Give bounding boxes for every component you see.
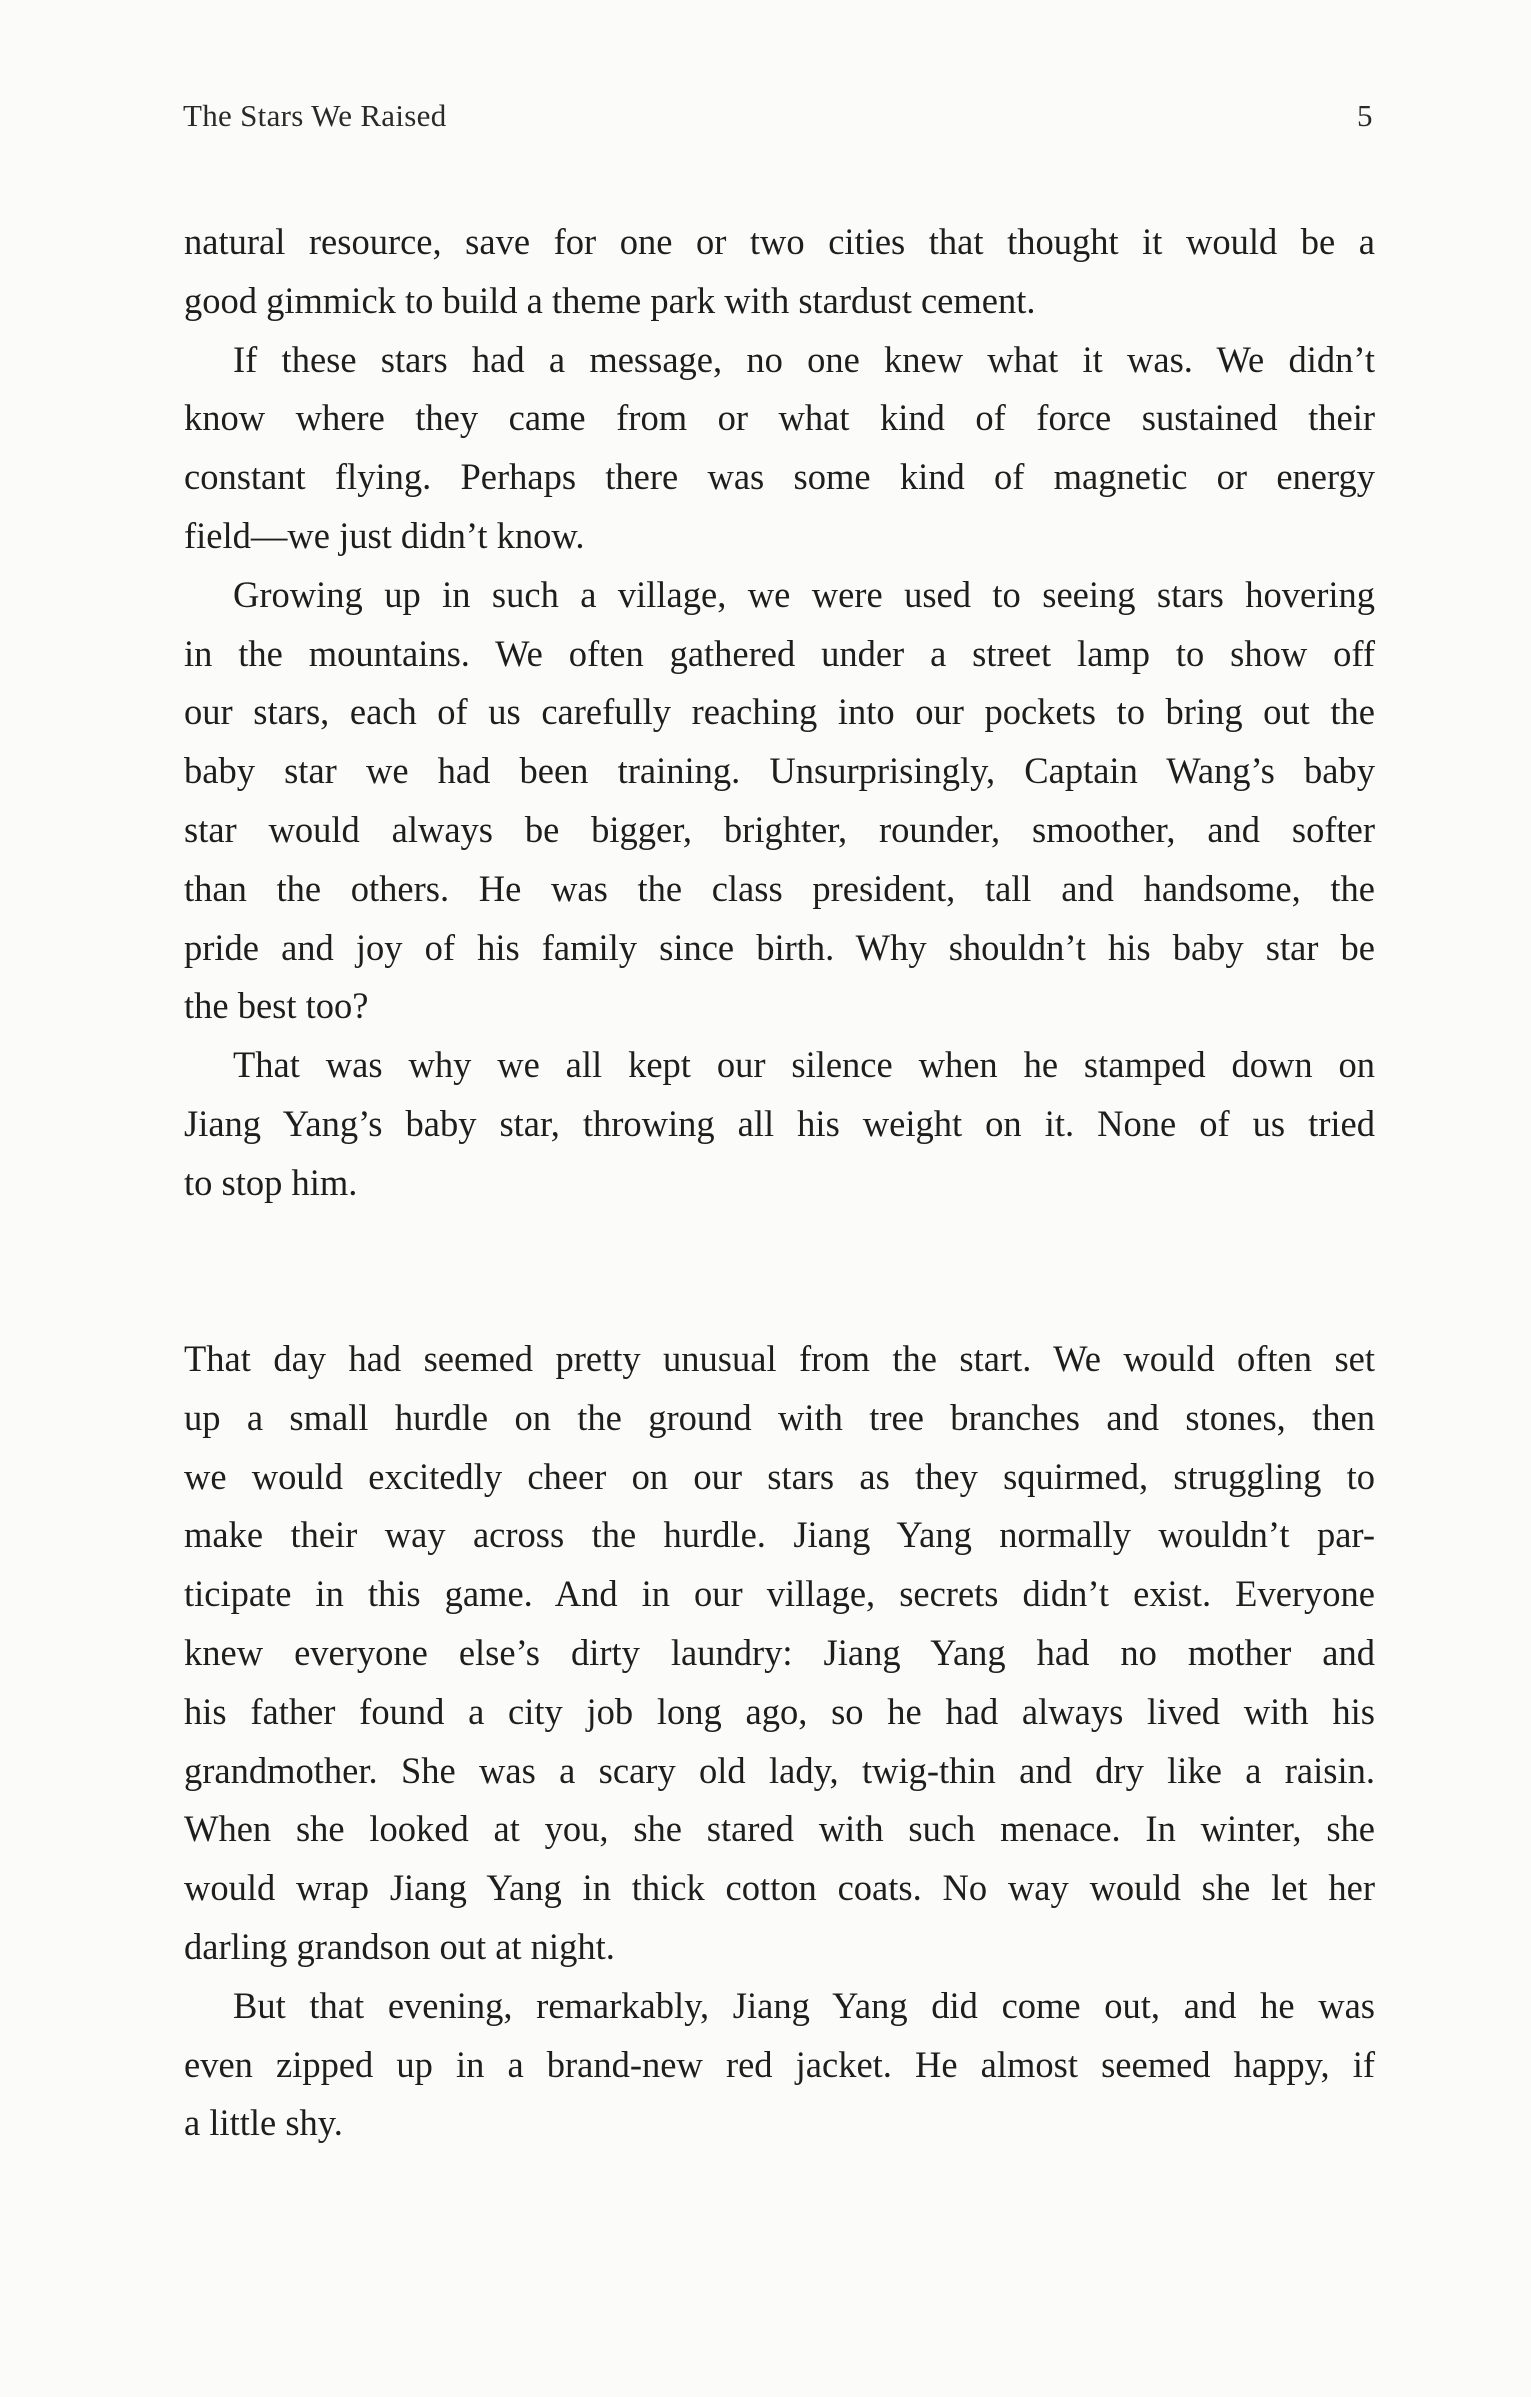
text-line: good gimmick to build a theme park with stardust cement. [184,279,1036,321]
text-line: constant flying. Perhaps there was some kind of magnetic or energy [184,456,1375,498]
text-line: ticipate in this game. And in our village, secrets didn’t exist. Everyone [184,1573,1375,1615]
paragraph [184,213,1375,331]
text-line: That was why we all kept our silence when he stamped down on [233,1044,1375,1086]
text-line: in the mountains. We often gathered under a street lamp to show off [184,632,1375,674]
text-line: field—we just didn’t know. [184,514,585,556]
paragraph [184,1330,1375,1977]
text-line: grandmother. She was a scary old lady, twig-thin and dry like a raisin. [184,1749,1375,1791]
text-line: a little shy. [184,2102,343,2144]
paragraph [184,1977,1375,2153]
text-line: star would always be bigger, brighter, rounder, smoother, and softer [184,808,1375,850]
text-section-2 [184,1330,1375,2153]
text-line: our stars, each of us carefully reaching into our pockets to bring out the [184,691,1375,733]
paragraph [184,1036,1375,1212]
text-line: than the others. He was the class president, tall and handsome, the [184,867,1375,909]
text-line: make their way across the hurdle. Jiang Yang normally wouldn’t par- [184,1514,1375,1556]
running-header-title: The Stars We Raised [183,98,447,133]
text-line: his father found a city job long ago, so he had always lived with his [184,1690,1375,1732]
text-line: the best too? [184,985,369,1027]
text-line: That day had seemed pretty unusual from the start. We would often set [184,1338,1375,1379]
paragraph [184,331,1375,566]
text-line: But that evening, remarkably, Jiang Yang did come out, and he was [233,1984,1375,2026]
text-line: Growing up in such a village, we were used to seeing stars hovering [233,573,1375,615]
text-line: When she looked at you, she stared with such menace. In winter, she [184,1808,1375,1850]
text-line: If these stars had a message, no one knew what it was. We didn’t [233,338,1375,380]
text-line: Jiang Yang’s baby star, throwing all his weight on it. None of us tried [184,1102,1375,1144]
text-line: even zipped up in a brand-new red jacket. He almost seemed happy, if [184,2043,1375,2085]
text-line: darling grandson out at night. [184,1925,615,1967]
text-line: we would excitedly cheer on our stars as they squirmed, struggling to [184,1455,1375,1497]
text-line: baby star we had been training. Unsurprisingly, Captain Wang’s baby [184,750,1375,792]
paragraph [184,566,1375,1036]
text-line: would wrap Jiang Yang in thick cotton coats. No way would she let her [184,1867,1375,1909]
text-section-1 [184,213,1375,1213]
text-line: up a small hurdle on the ground with tree branches and stones, then [184,1396,1375,1438]
text-line: pride and joy of his family since birth. Why shouldn’t his baby star be [184,926,1375,968]
text-line: knew everyone else’s dirty laundry: Jiang Yang had no mother and [184,1631,1375,1673]
text-line: to stop him. [184,1161,358,1203]
page-number: 5 [1357,98,1373,133]
text-line: know where they came from or what kind of force sustained their [184,397,1375,439]
text-line: natural resource, save for one or two cities that thought it would be a [184,221,1375,262]
